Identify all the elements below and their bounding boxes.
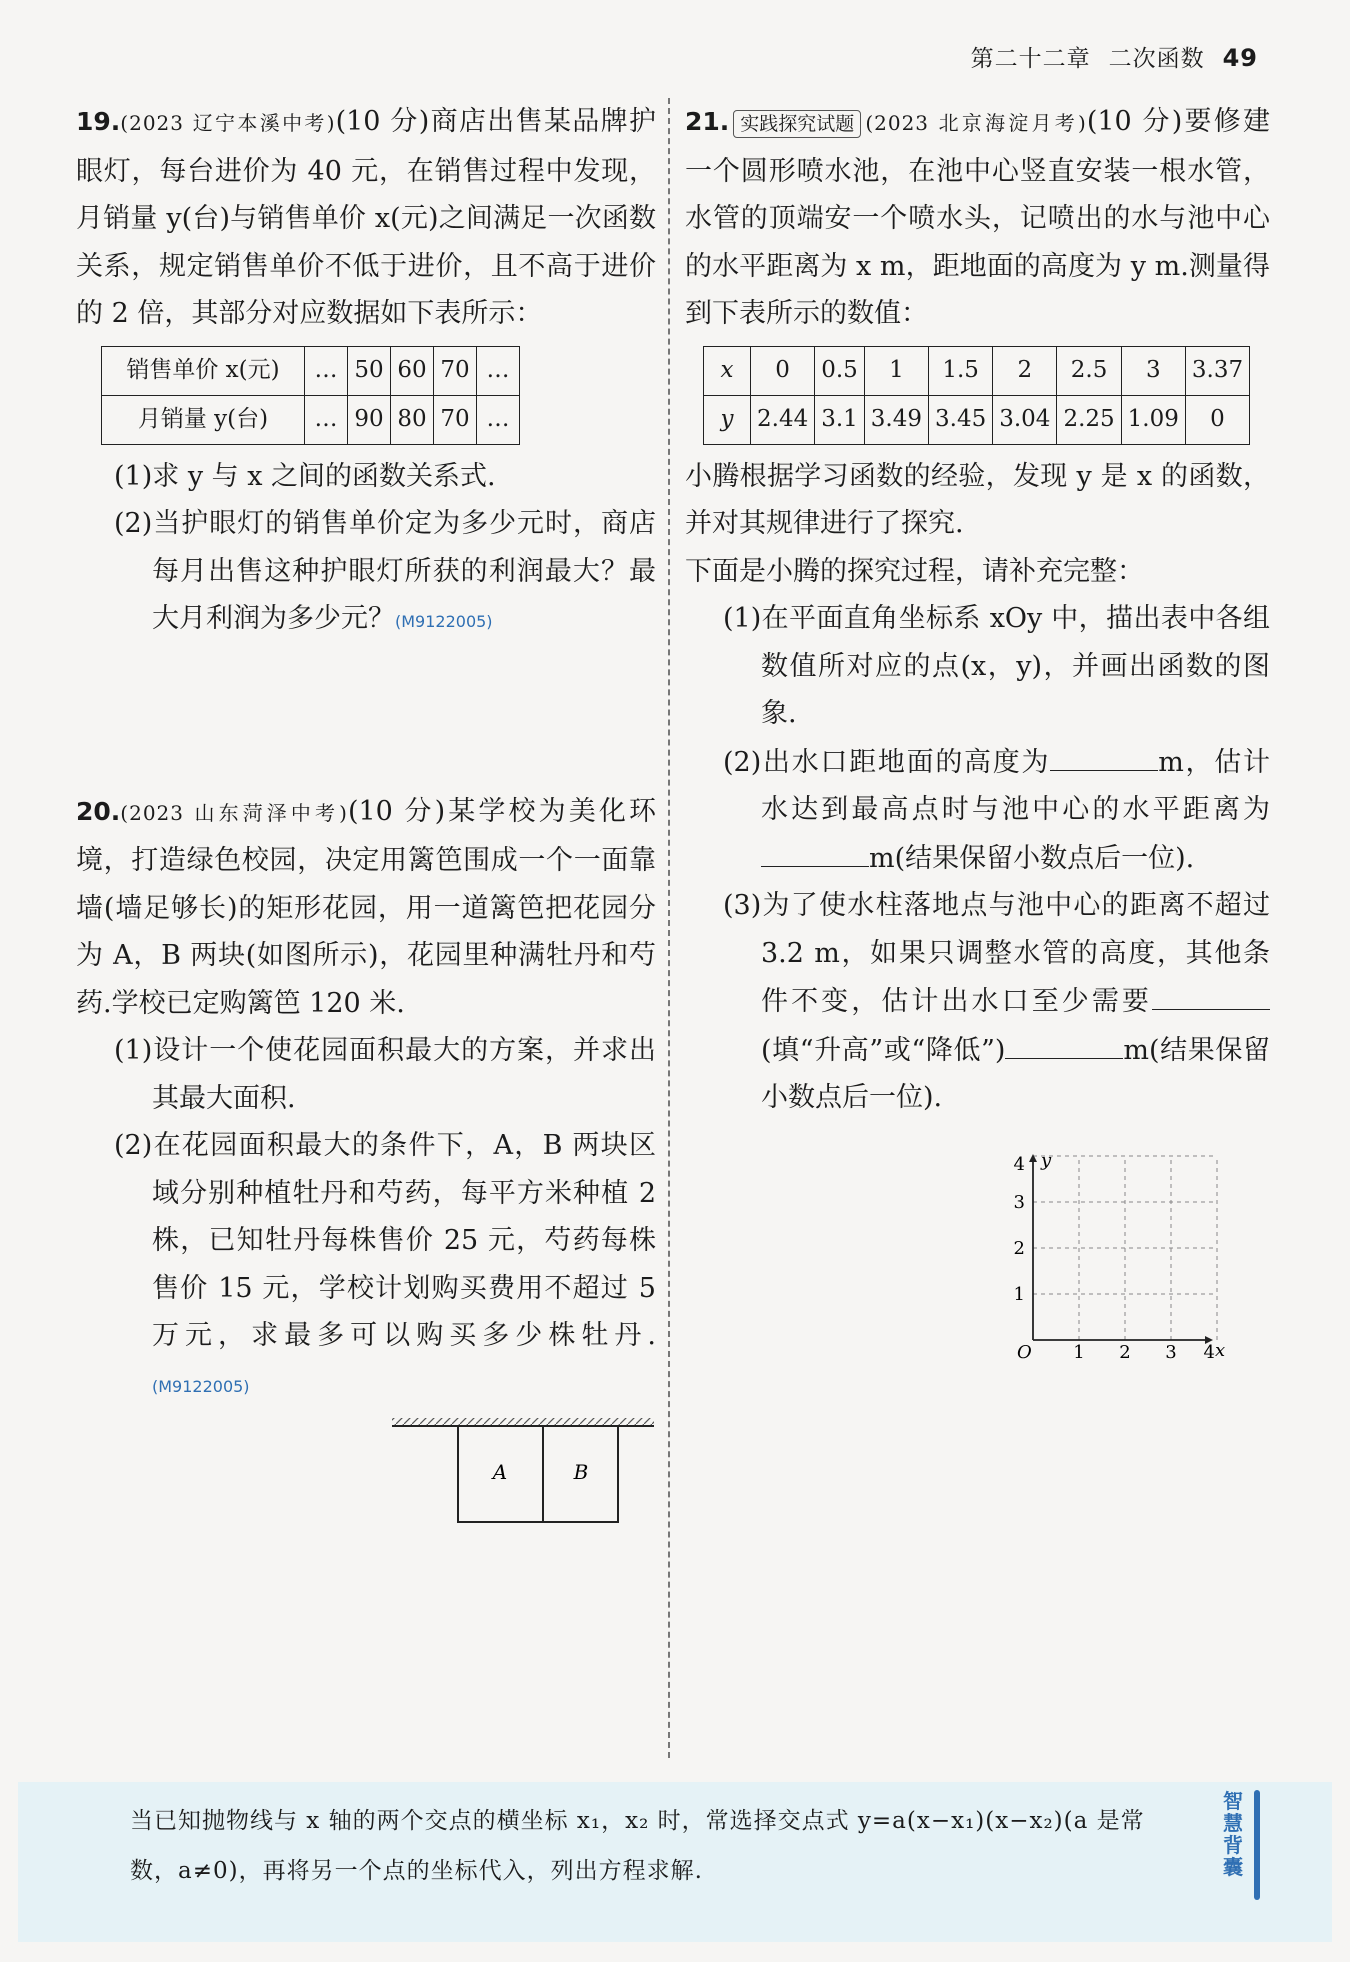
y-axis-arrow [1029, 1154, 1037, 1162]
question-score: (10 分) [347, 795, 446, 827]
question-score: (10 分) [1086, 106, 1183, 137]
table-cell: 2.44 [751, 395, 815, 444]
table-cell: 2.25 [1057, 395, 1121, 444]
sub-question-text: m(结果保留小数点后一位). [761, 1034, 1271, 1113]
table-row [102, 395, 520, 444]
table-cell: 3.04 [993, 395, 1057, 444]
tip-label: 智慧背囊 [1223, 1789, 1243, 1879]
y-tick-label: 4 [1013, 1153, 1025, 1175]
table-cell: 90 [348, 395, 391, 444]
page-number: 49 [1222, 44, 1258, 72]
x-axis-label: x [1215, 1339, 1226, 1361]
region-a-label: A [492, 1460, 508, 1484]
table-cell: … [305, 346, 348, 395]
question-score: (10 分) [335, 106, 430, 137]
reference-code: (M9122005) [395, 612, 493, 631]
question-tag: 实践探究试题 [733, 110, 861, 138]
table-cell: 1.09 [1121, 395, 1185, 444]
y-axis-label: y [1041, 1149, 1052, 1171]
table-row [704, 346, 1250, 395]
table-cell: 2.5 [1057, 346, 1121, 395]
sub-question-1: (1)设计一个使花园面积最大的方案，并求出其最大面积. [114, 1035, 656, 1114]
question-text: 某学校为美化环境，打造绿色校园，决定用篱笆围成一个一面靠墙(墙足够长)的矩形花园，用一道篱笆把花园分为 A，B 两块(如图所示)，花园里种满牡丹和芍药.学校已定购篱笆 120 米. [76, 795, 656, 1019]
answer-blank[interactable] [761, 834, 869, 867]
question-number: 21. [685, 107, 730, 136]
table-cell: 1.5 [929, 346, 993, 395]
question-source: (2023 北京海淀月考) [865, 111, 1087, 135]
table-row [704, 395, 1250, 444]
answer-blank[interactable] [1152, 977, 1270, 1010]
sub-question-2 [114, 500, 656, 646]
wall-hatch [392, 1418, 654, 1426]
chapter-title: 二次函数 [1108, 46, 1205, 72]
sub-question-1: (1)求 y 与 x 之间的函数关系式. [114, 460, 496, 492]
x-tick-label: 1 [1073, 1341, 1085, 1363]
table-cell: x [704, 346, 751, 395]
region-b-label: B [573, 1460, 589, 1484]
sub-question-text: (2)当护眼灯的销售单价定为多少元时，商店每月出售这种护眼灯所获的利润最大？最大月利润为多少元？ [114, 508, 656, 634]
tip-text: 当已知抛物线与 x 轴的两个交点的横坐标 x₁，x₂ 时，常选择交点式 y=a(x−x₁)(x−x₂)(a 是常数，a≠0)，再将另一个点的坐标代入，列出方程求解. [130, 1808, 1145, 1884]
reference-code: (M9122005) [152, 1376, 250, 1396]
table-cell: … [477, 346, 520, 395]
table-cell: 3 [1121, 346, 1185, 395]
table-cell: … [305, 395, 348, 444]
table-cell: 3.37 [1185, 346, 1249, 395]
table-cell: 1 [864, 346, 928, 395]
table-cell: 月销量 y(台) [102, 395, 305, 444]
table-cell: … [477, 395, 520, 444]
table-cell: 80 [391, 395, 434, 444]
left-column [76, 98, 656, 1536]
question-21 [685, 98, 1270, 1376]
question-text: 要修建一个圆形喷水池，在池中心竖直安装一根水管，水管的顶端安一个喷水头，记喷出的水与池中心的水平距离为 x m，距地面的高度为 y m.测量得到下表所示的数值： [685, 106, 1270, 329]
chapter-label: 第二十二章 [970, 46, 1091, 72]
x-tick-label: 3 [1165, 1341, 1177, 1363]
answer-blank[interactable] [1050, 738, 1158, 771]
table-cell: 2 [993, 346, 1057, 395]
sub-question-text: (填“升高”或“降低”) [761, 1034, 1006, 1066]
sub-question-3 [723, 882, 1270, 1122]
paragraph: 下面是小腾的探究过程，请补充完整： [685, 555, 1144, 587]
question-text: 商店出售某品牌护眼灯，每台进价为 40 元，在销售过程中发现，月销量 y(台)与销售单价 x(元)之间满足一次函数关系，规定销售单价不低于进价，且不高于进价的 2 倍，其部分对应数据如下表所示： [76, 106, 657, 329]
sub-question-text: (2)出水口距地面的高度为 [723, 746, 1051, 778]
y-tick-label: 1 [1013, 1283, 1025, 1305]
sub-question-text: m，估计水达到最高点时与池中心的水平距离为 [761, 746, 1270, 825]
sub-question-text: (3)为了使水柱落地点与池中心的距离不超过 3.2 m，如果只调整水管的高度，其他条件不变，估计出水口至少需要 [723, 890, 1270, 1017]
sub-question-text: m(结果保留小数点后一位). [869, 842, 1195, 874]
sub-question-2 [114, 1122, 656, 1410]
tip-bar [1254, 1790, 1260, 1900]
water-table [703, 346, 1250, 445]
sales-table [101, 346, 520, 445]
column-divider [668, 98, 670, 1758]
question-source: (2023 辽宁本溪中考) [120, 111, 336, 135]
origin-label: O [1017, 1341, 1032, 1363]
sub-question-2 [723, 738, 1270, 883]
coordinate-grid [685, 1136, 1270, 1376]
y-tick-label: 2 [1013, 1237, 1025, 1259]
right-column [685, 98, 1270, 1376]
paragraph: 小腾根据学习函数的经验，发现 y 是 x 的函数，并对其规律进行了探究. [685, 460, 1270, 539]
sub-question-text: (2)在花园面积最大的条件下，A，B 两块区域分别种植牡丹和芍药，每平方米种植 2 株，已知牡丹每株售价 25 元，芍药每株售价 15 元，学校计划购买费用不超过 5 万元，求最多可以购买多少株牡丹. [114, 1130, 656, 1351]
table-cell: 70 [434, 346, 477, 395]
question-source: (2023 山东菏泽中考) [120, 800, 348, 825]
answer-blank[interactable] [1005, 1026, 1123, 1059]
question-19 [76, 98, 656, 646]
garden-rectangle [458, 1426, 618, 1522]
sub-question-1: (1)在平面直角坐标系 xOy 中，描出表中各组数值所对应的点(x，y)，并画出函数的图象. [723, 603, 1270, 729]
table-cell: 70 [434, 395, 477, 444]
table-cell: 50 [348, 346, 391, 395]
table-row [102, 346, 520, 395]
table-cell: 3.45 [929, 395, 993, 444]
table-cell: 60 [391, 346, 434, 395]
garden-figure [76, 1416, 656, 1536]
x-tick-label: 2 [1119, 1341, 1131, 1363]
table-cell: 0.5 [815, 346, 865, 395]
table-cell: y [704, 395, 751, 444]
question-20 [76, 788, 656, 1537]
table-cell: 3.1 [815, 395, 865, 444]
x-tick-label: 4 [1203, 1341, 1215, 1363]
table-cell: 3.49 [864, 395, 928, 444]
question-number: 20. [76, 796, 121, 826]
question-number: 19. [76, 107, 121, 136]
table-cell: 0 [751, 346, 815, 395]
table-cell: 销售单价 x(元) [102, 346, 305, 395]
y-tick-label: 3 [1013, 1191, 1025, 1213]
grid-lines [1033, 1156, 1217, 1340]
table-cell: 0 [1185, 395, 1249, 444]
page-header [971, 40, 1258, 73]
